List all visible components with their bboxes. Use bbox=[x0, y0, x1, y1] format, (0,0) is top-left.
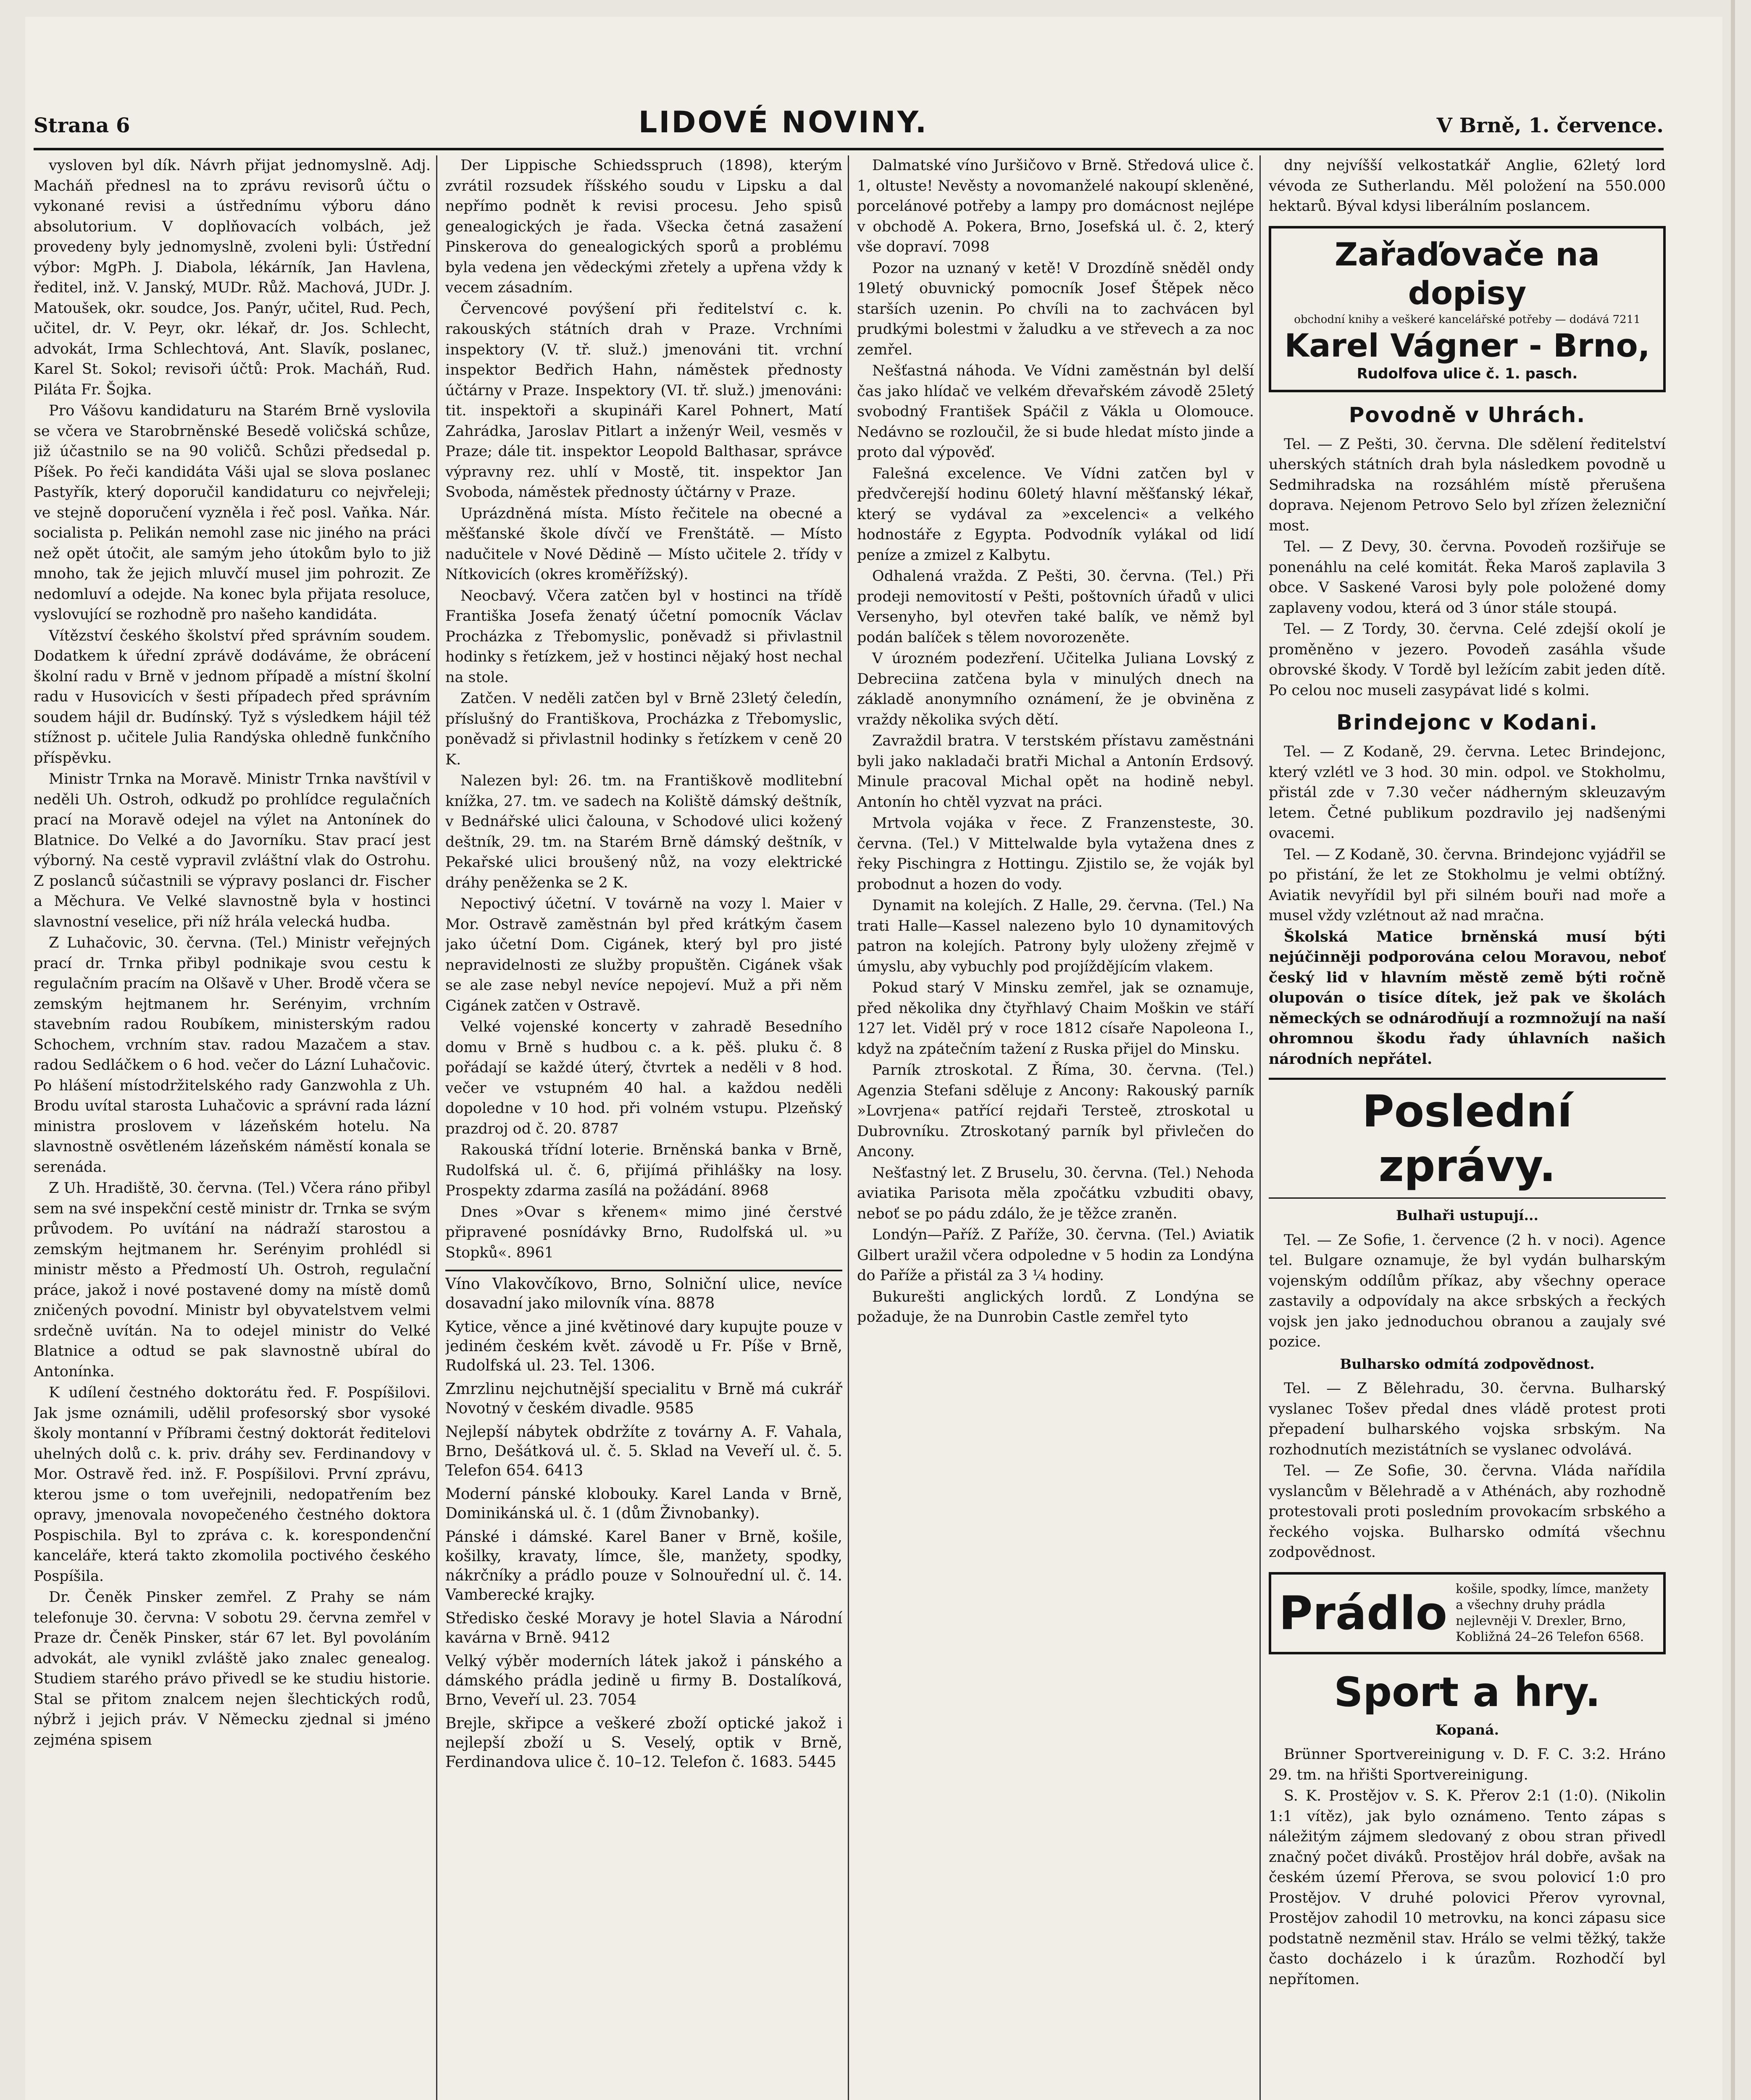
article-paragraph: Dalmatské víno Juršičovo v Brně. Středová ulice č. 1, oltuste! Nevěsty a novomanželé nakoupí skleněné, porcelánové potřeby a lampy pro domácnost nejlépe v obchodě A. Pokera, Brno, Josefská ul. č. 2, který vše dopraví. 7098 bbox=[857, 157, 1254, 255]
article-paragraph: Zavraždil bratra. V terstském přístavu zaměstnáni byli jako nakladači bratři Michal a Antonín Erdsový. Minule pracoval Michal opět na hodině nebyl. Antonín ho chtěl vyzvat na práci. bbox=[857, 732, 1254, 811]
article-paragraph: Červencové povýšení při ředitelství c. k. rakouských státních drah v Praze. Vrchními inspektory (V. tř. služ.) jmenováni tit. vrchní inspektor Bedřich Hahn, náměstek přednosty účtárny v Praze. Inspektory (VI. tř. služ.) jmenováni: tit. inspektoři a skupináři Karel Pohnert, Matí Zahrádka, Jaroslav Pitlart a inženýr Weil, vesměs v Praze; dále tit. inspektor Leopold Balthasar, správce výpravny rez. uhlí v Mostě, tit. inspektor Jan Svoboda, náměstek přednosty účtárny v Praze. bbox=[445, 300, 842, 501]
article-paragraph: Tel. — Ze Sofie, 1. července (2 h. v noci). Agence tel. Bulgare oznamuje, že byl vydán bulharským vojenským oddílům příkaz, aby všechny operace zastavily a odpovídaly na akce srbských a řeckých vojsk jen jako jednoduchou obranou a zaujaly své pozice. bbox=[1269, 1231, 1666, 1350]
subheading bbox=[1269, 1205, 1666, 1226]
article-paragraph: Školská Matice brněnská musí býti nejúčinněji podporována celou Moravou, neboť český lid v hlavním městě země býti ročně olupován o tisíce dítek, jež pak ve školách německých se odnárodňují a rozmnožují na naší ohromnou škodu řady úhlavních našich národních nepřátel. bbox=[1269, 928, 1666, 1068]
classified-ad: Zmrzlinu nejchutnější specialitu v Brně má cukrář Novotný v českém divadle. 9585 bbox=[445, 1381, 842, 1417]
column-divider bbox=[436, 155, 437, 2100]
subheading-text: Bulharsko odmítá zodpovědnost. bbox=[1340, 1355, 1595, 1372]
article-paragraph: Rakouská třídní loterie. Brněnská banka v Brně, Rudolfská ul. č. 6, přijímá přihlášky na losy. Prospekty zdarma zasílá na požádání. 8968 bbox=[445, 1142, 842, 1199]
article-paragraph: Dnes »Ovar s křenem« mimo jiné čerstvé připravené posnídávky Brno, Rudolfská ul. »u Stopků«. 8961 bbox=[445, 1203, 842, 1261]
article-paragraph: Brünner Sportvereinigung v. D. F. C. 3:2. Hráno 29. tm. na hřišti Sportvereinigung. bbox=[1269, 1746, 1666, 1783]
article-paragraph: K udílení čestného doktorátu řed. F. Pospíšilovi. Jak jsme oznámili, udělil profesorský sbor vysoké školy montanní v Příbrami čestný doktorát ředitelovi uhelných dolů c. k. priv. dráhy sev. Ferdinandovy v Mor. Ostravě řed. inž. F. Pospíšilovi. První zprávu, kterou jsme o tom uveřejnili, nedopatřením bez opravy, jmenovala novopečeného čestného doktora Pospischila. Byl to zpráva c. k. korespondenční kanceláře, která takto zkomolila poctivého českého Pospíšila. bbox=[34, 1384, 431, 1585]
article-paragraph: Velké vojenské koncerty v zahradě Besedního domu v Brně s hudbou c. a k. pěš. pluku č. 8 pořádají se každé úterý, čtvrtek a neděli v 8 hod. večer ve vstupném 40 hal. a každou neděli dopoledne v 10 hod. při volném vstupu. Plzeňský prazdroj od č. 20. 8787 bbox=[445, 1018, 842, 1137]
article-paragraph: Pro Vášovu kandidaturu na Starém Brně vyslovila se včera ve Starobrněnské Besedě voličská schůze, již účastnilo se na 90 voličů. Schůzi předsedal p. Píšek. Po řeči kandidáta Váši ujal se slova poslanec Pastyřík, který doporučil kandidaturu co nejvřeleji; ve stejně doporučení vyzněla i řeč posl. Vaňka. Nár. socialista p. Pelikán nemohl zase nic jiného na práci než opět útočit, ale samým jeho útokům bylo to již mnoho, tak že jejich mluvčí musel jim pohrozit. Ze nedomluví a odejde. Na konec byla přijata resoluce, vyslovující se rozhodně pro našeho kandidáta. bbox=[34, 402, 431, 623]
issue-date: V Brně, 1. července. bbox=[1436, 114, 1664, 137]
column-4 bbox=[1269, 155, 1666, 2100]
header-rule bbox=[34, 148, 1664, 150]
article-paragraph: Falešná excelence. Ve Vídni zatčen byl v předvčerejší hodinu 60letý hlavní měšťanský lékař, který se vydával za »excelenci« a velkého hodnostáře z Egypta. Podvodník vylákal od lidí peníze a zmizel z Kalbytu. bbox=[857, 465, 1254, 564]
article-paragraph: Dynamit na kolejích. Z Halle, 29. června. (Tel.) Na trati Halle—Kassel nalezeno bylo 10 dynamitových patron na kolejích. Patrony byly uloženy zřejmě v úmyslu, aby vybuchly pod projíždějícím vlakem. bbox=[857, 897, 1254, 975]
page-number: Strana 6 bbox=[34, 114, 130, 137]
article-paragraph: Der Lippische Schiedsspruch (1898), kterým zvrátil rozsudek říšského soudu v Lipsku a dal nepřímo podnět k revisi procesu. Jeho spisů genealogických je řada. Všecka četná zasažení Pinskerova do genealogických sporů a problému byla vedena jen vědeckými zřetely a upřena vždy k vecem zásadním. bbox=[445, 157, 842, 296]
masthead-title: LIDOVÉ NOVINY. bbox=[638, 105, 928, 139]
article-paragraph: Zatčen. V neděli zatčen byl v Brně 23letý čeledín, příslušný do Františkova, Procházka z Třebomyslic, poněvadž si přivlastnil hodinky s řetízkem v ceně 20 K. bbox=[445, 690, 842, 768]
subheading-text: Bulhaři ustupují... bbox=[1396, 1207, 1539, 1223]
classified-ad: Nejlepší nábytek obdržíte z továrny A. F. Vahala, Brno, Dešátková ul. č. 5. Sklad na Veveří ul. č. 5. Telefon 654. 6413 bbox=[445, 1423, 842, 1479]
article-paragraph: Z Luhačovic, 30. června. (Tel.) Ministr veřejných prací dr. Trnka přibyl podnikaje svou cestu k regulačním pracím na Olšavě v Uher. Brodě včera se zemským hejtmanem hr. Serényim, vrchním stavebním radou Roubíkem, ministerským radou Schochem, vrchním stav. radou Mazačem a stav. radou Sedláčkem o 6 hod. večer do Lázní Luhačovic. Po hlášení místodržitelského rady Ganzwohla z Uh. Brodu uvítal starosta Luhačovic a správní rada lázní ministra proslovem v lázeňském hotelu. Na slavnostně osvětleném lázeňském náměstí konala se serenáda. bbox=[34, 934, 431, 1176]
advertisement-pradlo bbox=[1269, 1572, 1666, 1654]
column-1 bbox=[34, 155, 431, 2100]
article-paragraph: Londýn—Paříž. Z Paříže, 30. června. (Tel.) Aviatik Gilbert uražil včera odpoledne v 5 hodin za Londýna do Paříže a přistál za 3 ¼ hodiny. bbox=[857, 1226, 1254, 1284]
section-heading: Brindejonc v Kodani. bbox=[1336, 710, 1598, 735]
article-paragraph: Nepoctivý účetní. V továrně na vozy l. Maier v Mor. Ostravě zaměstnán byl před krátkým časem jako účetní Dom. Cigánek, který byl pro jisté nepravidelnosti ze služby propuštěn. Cigánek však se ale zase nebyl nevíce nepojeví. Muž a při něm Cigánek zatčen v Ostravě. bbox=[445, 895, 842, 1014]
sport-heading: Sport a hry. bbox=[1334, 1668, 1601, 1716]
classified-ad: Kytice, věnce a jiné květinové dary kupujte pouze v jediném českém květ. závodě u Fr. Píše v Brně, Rudolfská ul. 23. Tel. 1306. bbox=[445, 1318, 842, 1374]
article-paragraph: Tel. — Z Kodaně, 30. června. Brindejonc vyjádřil se po přistání, že let ze Stokholmu je velmi obtížný. Aviatik nevyřídil byl při silném bouři nad moře a musel vždy vzlétnout až nad mračna. bbox=[1269, 846, 1666, 924]
article-paragraph: Tel. — Ze Sofie, 30. června. Vláda nařídila vyslancům v Bělehradě a v Athénách, aby rozhodně protestovali proti posledním provokacím srbského a řeckého vojska. Bulharsko odmítá všechnu zodpovědnost. bbox=[1269, 1462, 1666, 1561]
ad-title: Zařaďovače na dopisy bbox=[1334, 235, 1600, 312]
classified-ad: Středisko české Moravy je hotel Slavia a Národní kavárna v Brně. 9412 bbox=[445, 1610, 842, 1646]
ad-text: obchodní knihy a veškeré kancelářské potřeby — dodává 7211 bbox=[1294, 313, 1641, 326]
article-paragraph: vysloven byl dík. Návrh přijat jednomyslně. Adj. Macháň přednesl na to zprávu revisorů účtu o vykonané revisi a ústřednímu výboru dáno absolutorium. V doplňovacích volbách, jež provedeny byly jednomyslně, zvoleni byli: Ústřední výbor: MgPh. J. Diabola, lékárník, Jan Havlena, ředitel, inž. V. Janský, MUDr. Růž. Machová, JUDr. J. Matoušek, okr. soudce, Jos. Panýr, učitel, Rud. Pech, učitel, dr. V. Peyr, okr. lékař, dr. Jos. Schlecht, advokát, Irma Schlechtová, Ant. Slavík, poslanec, Karel St. Sokol; revisoři účtů: Prok. Macháň, Rud. Piláta Fr. Šojka. bbox=[34, 157, 431, 398]
ad-address: Rudolfova ulice č. 1. pasch. bbox=[1357, 365, 1578, 382]
article-paragraph: Dr. Čeněk Pinsker zemřel. Z Prahy se nám telefonuje 30. června: V sobotu 29. června zemřel v Praze dr. Čeněk Pinsker, stár 67 let. Byl povoláním advokát, ale vynikl zvláště jako znalec genealog. Studiem starého právo přivedl se ke studiu historie. Stal se přitom znalcem nejen šlechtických rodů, nýbrž i jejich práv. V Německu zjednal si jméno zejména spisem bbox=[34, 1589, 431, 1748]
article-paragraph: Ministr Trnka na Moravě. Ministr Trnka navštívil v neděli Uh. Ostroh, odkudž po prohlídce regulačních prací na Moravě odejel na výlet na Antonínek do Blatnice. Do Velké a do Javorníku. Stav prací jest výborný. Na cestě vypravil zvláštní vlak do Ostrohu. Z poslanců súčastnili se výpravy poslanci dr. Fischer a Měchura. Ve Velké slavnostně byla v hostinci slavnostní veselice, při níž hrála velecká hudba. bbox=[34, 771, 431, 930]
article-paragraph: Tel. — Z Tordy, 30. června. Celé zdejší okolí je proměněno v jezero. Povodeň zasáhla všude obrovské škody. V Tordě byl ležícím zabit jeden dítě. Po celou noc museli zasypávat lidé s kolmi. bbox=[1269, 621, 1666, 699]
article-paragraph: Tel. — Z Bělehradu, 30. června. Bulharský vyslanec Tošev předal dnes vládě protest proti přepadení bulharského vojska srbským. Na rozhodnutích mezistátních se vyslanec odvolává. bbox=[1269, 1380, 1666, 1458]
subheading-text: Kopaná. bbox=[1435, 1721, 1499, 1738]
article-paragraph: Pozor na uznaný v ketě! V Drozdíně sněděl ondy 19letý obuvnický pomocník Josef Štěpek něco starších uzenin. Po chvíli na to zachvácen byl prudkými bolestmi v žaludku a ve střevech a za noc zemřel. bbox=[857, 260, 1254, 358]
article-paragraph: Bukurešti anglických lordů. Z Londýna se požaduje, že na Dunrobin Castle zemřel tyto bbox=[857, 1288, 1254, 1326]
column-3 bbox=[857, 155, 1254, 2100]
column-divider bbox=[848, 155, 849, 2100]
classified-ad: Velký výběr moderních látek jakož i pánského a dámského prádla jedině u firmy B. Dostalíková, Brno, Veveří ul. 23. 7054 bbox=[445, 1653, 842, 1709]
section-heading: Povodně v Uhrách. bbox=[1349, 402, 1586, 427]
ad-text: košile, spodky, límce, manžety a všechny druhy prádla nejlevněji V. Drexler, Brno, Kobližná 24–26 Telefon 6568. bbox=[1456, 1581, 1649, 1644]
article-paragraph: Nešťastná náhoda. Ve Vídni zaměstnán byl delší čas jako hlídač ve velkém dřevařském závodě 25letý svobodný František Spáčil z Vákla u Olomouce. Nedávno se rozloučil, že si bude hledat místo jinde a proto dal výpověď. bbox=[857, 362, 1254, 461]
page-header bbox=[34, 105, 1664, 143]
ad-company: Karel Vágner - Brno, bbox=[1284, 326, 1650, 364]
article-paragraph: Z Uh. Hradiště, 30. června. (Tel.) Včera ráno přibyl sem na své inspekční cestě ministr dr. Trnka se svým průvodem. Po uvítání na nádraží starostou a zemským hejtmanem hr. Serényim prohlédl si ministr město a Předmostí Uh. Ostroh, regulační práce, jakož i nové postavené domy na místě domů zničených povodní. Ministr byl obyvatelstvem velmi srdečně uvítán. Na to odejel ministr do Velké Blatnice a odtud se pak slavnostně ubíral do Antonínka. bbox=[34, 1180, 431, 1380]
ad-title: Prádlo bbox=[1279, 1586, 1448, 1640]
article-paragraph: Nalezen byl: 26. tm. na Františkově modlitební knížka, 27. tm. ve sadech na Koliště dámský deštník, v Bednářské ulici čalouna, v Schodové ulici kožený deštník, 29. tm. na Starém Brně dámský deštník, v Pekařské ulici broušený nůž, na vozy elektrické dráhy peněženka se 2 K. bbox=[445, 772, 842, 891]
article-paragraph: Pokud starý V Minsku zemřel, jak se oznamuje, před několika dny čtyřhlavý Chaim Moškin ve stáří 127 let. Viděl prý v roce 1812 císaře Napoleona I., když na zpátečním tažení z Ruska přijel do Minsku. bbox=[857, 979, 1254, 1058]
article-paragraph: Neocbavý. Včera zatčen byl v hostinci na třídě Františka Josefa ženatý účetní pomocník Václav Procházka z Třebomyslic, poněvadž si přivlastnil hodinky s řetízkem, jež v hostinci nějaký host nechal na stole. bbox=[445, 587, 842, 686]
article-paragraph: Tel. — Z Devy, 30. června. Povodeň rozšiřuje se ponenáhlu na celé komitát. Řeka Maroš zaplavila 3 obce. V Saskené Varosi byly pole položené domy zaplaveny vodou, která od 3 únor stále stoupá. bbox=[1269, 538, 1666, 617]
advertisement-vagner bbox=[1269, 226, 1666, 392]
article-paragraph: Nešťastný let. Z Bruselu, 30. června. (Tel.) Nehoda aviatika Parisota měla zpočátku vzbuditi obavy, neboť se po pádu zdálo, že je těžce zraněn. bbox=[857, 1164, 1254, 1222]
page-edge-stripe bbox=[1731, 0, 1735, 2100]
article-paragraph: S. K. Prostějov v. S. K. Přerov 2:1 (1:0). (Nikolin 1:1 vítěz), jak bylo oznámeno. Tento zápas s náležitým zájmem sledovaný z obou stran přivedl značný počet diváků. Prostějov hrál dobře, avšak na českém území Přerova, se svou polovicí 1:0 pro Prostějov. V druhé polovici Přerov vyrovnal, Prostějov zahodil 10 metrovku, na konci zápasu sice podstatně nezměnil stav. Hrálo se velmi těžký, takže často docházelo i k úrazům. Rozhodčí byl nepřítomen. bbox=[1269, 1788, 1666, 1988]
article-paragraph: dny nejvíšší velkostatkář Anglie, 62letý lord vévoda ze Sutherlandu. Měl položení na 550.000 hektarů. Býval kdysi liberálním poslancem. bbox=[1269, 157, 1666, 215]
column-2 bbox=[445, 155, 842, 2100]
article-paragraph: Tel. — Z Pešti, 30. června. Dle sdělení ředitelství uherských státních drah byla následkem povodně u Sedmihradska na rozsáhlém místě přerušena doprava. Nejenom Petrovo Selo byl zřízen železniční most. bbox=[1269, 436, 1666, 534]
classified-ads bbox=[445, 1270, 842, 1772]
article-paragraph: Odhalená vražda. Z Pešti, 30. června. (Tel.) Při prodeji nemovitostí v Pešti, poštovních úřadů v ulici Versenyho, byl otevřen také balík, ve němž byl podán balíček s tělem novorozeněte. bbox=[857, 568, 1254, 646]
article-paragraph: Uprázdněná místa. Místo řečitele na obecné a měšťanské škole dívčí ve Frenštátě. — Místo nadučitele v Nové Dědině — Místo učitele 2. třídy v Nítkovicích (okres kroměřížský). bbox=[445, 505, 842, 583]
column-divider bbox=[1259, 155, 1261, 2100]
classified-ad: Brejle, skřipce a veškeré zboží optické jakož i nejlepší zboží u S. Veselý, optik v Brně, Ferdinandova ulice č. 10–12. Telefon č. 1683. 5445 bbox=[445, 1715, 842, 1771]
latest-news-heading: Poslední zprávy. bbox=[1269, 1078, 1666, 1199]
classified-ad: Víno Vlakovčíkovo, Brno, Solniční ulice, nevíce dosavadní jako milovník vína. 8878 bbox=[445, 1276, 842, 1312]
article-paragraph: V úrozném podezření. Učitelka Juliana Lovský z Debreciina zatčena byla v minulých dnech na základě anonymního oznámení, že je obviněna z vraždy několika svých dětí. bbox=[857, 650, 1254, 728]
classified-ad: Pánské i dámské. Karel Baner v Brně, košile, košilky, kravaty, límce, šle, manžety, spodky, nákrčníky a prádlo pouze v Solnouřední ul. č. 14. Vamberecké krajky. bbox=[445, 1528, 842, 1604]
article-paragraph: Parník ztroskotal. Z Říma, 30. června. (Tel.) Agenzia Stefani sděluje z Ancony: Rakouský parník »Lovrjena« patřící rejdaři Tersteě, ztroskotal u Dubrovníku. Ztroskotaný parník byl přivlečen do Ancony. bbox=[857, 1062, 1254, 1160]
subheading bbox=[1269, 1354, 1666, 1375]
article-paragraph: Tel. — Z Kodaně, 29. června. Letec Brindejonc, který vzlétl ve 3 hod. 30 min. odpol. ve Stokholmu, přistál zde v 7.30 večer nádherným skleuzavým letem. Četné publikum pozdravilo jej nadšenými ovacemi. bbox=[1269, 743, 1666, 842]
article-paragraph: Mrtvola vojáka v řece. Z Franzensteste, 30. června. (Tel.) V Mittelwalde byla vytažena dnes z řeky Pischingra z Hottingu. Zjistilo se, že voják byl probodnut a hozen do vody. bbox=[857, 815, 1254, 893]
article-paragraph: Vítězství českého školství před správním soudem. Dodatkem k úřední zprávě dodáváme, že obrácení školní radu v Brně v jednom případě a místní školní radu v Husovicích v šesti případech před správním soudem hájil dr. Budínský. Tyž s výsledkem hájil též stížnost p. učitele Julia Randýska ohledně funkčního příspěvku. bbox=[34, 627, 431, 766]
classified-ad: Moderní pánské klobouky. Karel Landa v Brně, Dominikánská ul. č. 1 (dům Živnobanky). bbox=[445, 1486, 842, 1522]
subheading bbox=[1269, 1720, 1666, 1740]
